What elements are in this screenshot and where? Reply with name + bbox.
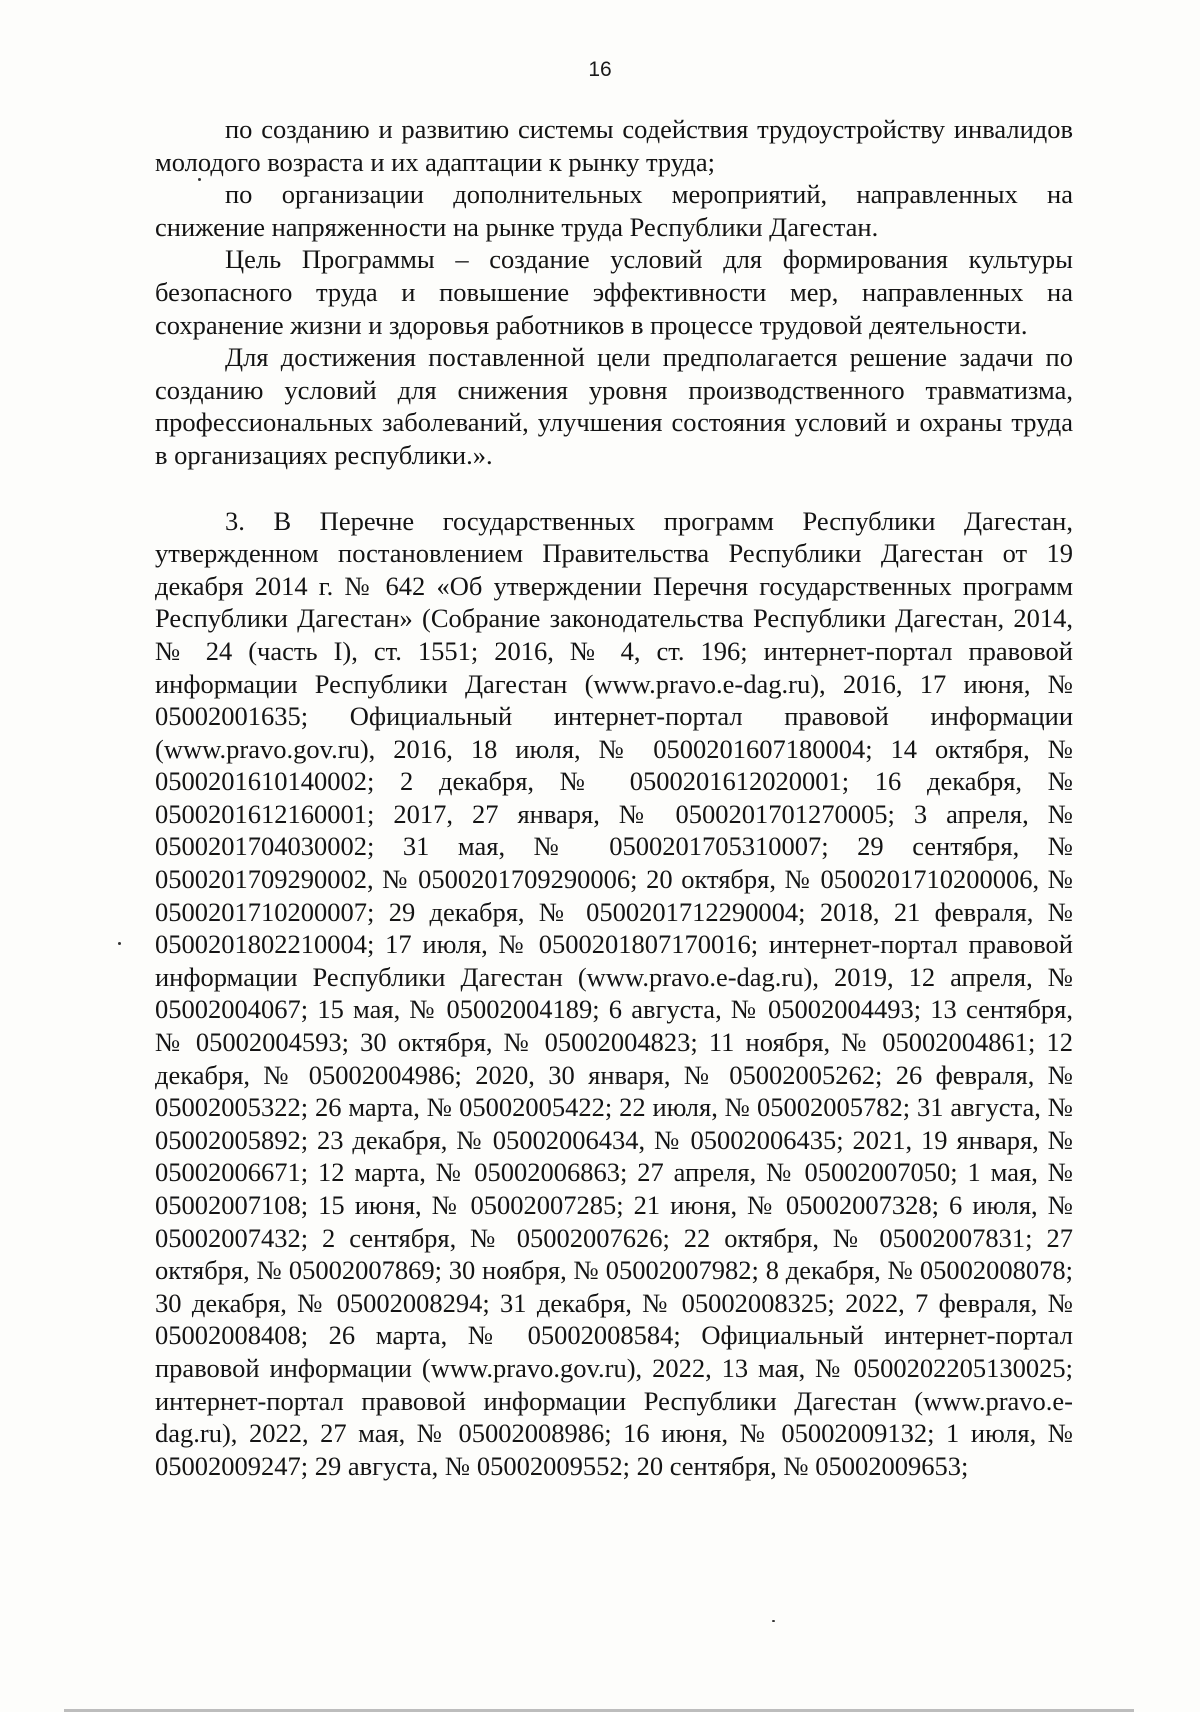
- paragraph-item-3-program-list: 3. В Перечне государственных программ Республики Дагестан, утвержденном постановлением Правительства Республики Дагестан от 19 декабря 2014 г. № 642 «Об утверждении Перечня государственных программ Республики Дагестан» (Собрание законодательства Республики Дагестан, 2014, № 24 (часть I), ст. 1551; 2016, № 4, ст. 196; интернет-портал правовой информации Республики Дагестан (www.pravo.e-dag.ru), 2016, 17 июня, № 05002001635; Официальный интернет-портал правовой информации (www.pravo.gov.ru), 2016, 18 июля, № 0500201607180004; 14 октября, № 0500201610140002; 2 декабря, № 0500201612020001; 16 декабря, № 0500201612160001; 2017, 27 января, № 0500201701270005; 3 апреля, № 0500201704030002; 31 мая, № 0500201705310007; 29 сентября, № 0500201709290002, № 0500201709290006; 20 октября, № 0500201710200006, № 0500201710200007; 29 декабря, № 0500201712290004; 2018, 21 февраля, № 0500201802210004; 17 июля, № 0500201807170016; интернет-портал правовой информации Республики Дагестан (www.pravo.e-dag.ru), 2019, 12 апреля, № 05002004067; 15 мая, № 05002004189; 6 августа, № 05002004493; 13 сентября, № 05002004593; 30 октября, № 05002004823; 11 ноября, № 05002004861; 12 декабря, № 05002004986; 2020, 30 января, № 05002005262; 26 февраля, № 05002005322; 26 марта, № 05002005422; 22 июля, № 05002005782; 31 августа, № 05002005892; 23 декабря, № 05002006434, № 05002006435; 2021, 19 января, № 05002006671; 12 марта, № 05002006863; 27 апреля, № 05002007050; 1 мая, № 05002007108; 15 июня, № 05002007285; 21 июня, № 05002007328; 6 июля, № 05002007432; 2 сентября, № 05002007626; 22 октября, № 05002007831; 27 октября, № 05002007869; 30 ноября, № 05002007982; 8 декабря, № 05002008078; 30 декабря, № 05002008294; 31 декабря, № 05002008325; 2022, 7 февраля, № 05002008408; 26 марта, № 05002008584; Официальный интернет-портал правовой информации (www.pravo.gov.ru), 2022, 13 мая, № 0500202205130025; интернет-портал правовой информации Республики Дагестан (www.pravo.e-dag.ru), 2022, 27 мая, № 05002008986; 16 июня, № 05002009132; 1 июля, № 05002009247; 29 августа, № 05002009552; 20 сентября, № 05002009653;: [155, 505, 1073, 1481]
- scan-speck: [772, 1620, 775, 1622]
- paragraph-additional-measures: по организации дополнительных мероприятий, направленных на снижение напряженности на рынке труда Республики Дагестан.: [155, 179, 1073, 242]
- paragraph-program-task: Для достижения поставленной цели предполагается решение задачи по созданию условий для снижения уровня производственного травматизма, профессиональных заболеваний, улучшения состояния условий и охраны труда в организациях республики.».: [155, 342, 1073, 470]
- scan-speck: [118, 942, 121, 945]
- paragraph-employment-young-disabled: по созданию и развитию системы содействия трудоустройству инвалидов молодого возраста и их адаптации к рынку труда;: [155, 114, 1073, 177]
- scan-speck: [198, 178, 201, 181]
- paragraph-program-goal: Цель Программы – создание условий для формирования культуры безопасного труда и повышение эффективности мер, направленных на сохранение жизни и здоровья работников в процессе трудовой деятельности.: [155, 244, 1073, 340]
- document-body: [155, 113, 1073, 1482]
- page-number: 16: [588, 58, 612, 81]
